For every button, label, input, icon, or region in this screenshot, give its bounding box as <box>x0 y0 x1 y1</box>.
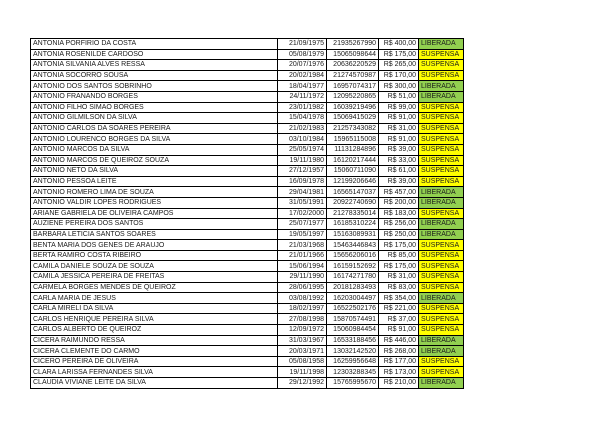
number-cell[interactable]: 20636220529 <box>327 60 379 71</box>
name-cell[interactable]: CLAUDIA VIVIANE LEITE DA SILVA <box>31 378 278 389</box>
table-row <box>31 240 464 251</box>
birthdate-cell[interactable]: 25/07/1977 <box>278 219 327 230</box>
status-cell[interactable]: SUSPENSA <box>419 367 464 378</box>
name-cell[interactable]: CLARA LARISSA FERNANDES SILVA <box>31 367 278 378</box>
number-cell[interactable]: 20181283493 <box>327 282 379 293</box>
status-cell[interactable]: LIBERADA <box>419 219 464 230</box>
table-row <box>31 346 464 357</box>
number-cell[interactable]: 16522502176 <box>327 303 379 314</box>
status-cell[interactable]: SUSPENSA <box>419 70 464 81</box>
birthdate-cell[interactable]: 25/05/1974 <box>278 144 327 155</box>
birthdate-cell[interactable]: 27/08/1998 <box>278 314 327 325</box>
name-cell[interactable]: CAMILA DANIELE SOUZA DE SOUZA <box>31 261 278 272</box>
table-row <box>31 293 464 304</box>
table-row <box>31 81 464 92</box>
status-cell[interactable]: SUSPENSA <box>419 261 464 272</box>
name-cell[interactable]: ANTONIO MARCOS DE QUEIROZ SOUZA <box>31 155 278 166</box>
status-cell[interactable]: SUSPENSA <box>419 303 464 314</box>
table-row <box>31 113 464 124</box>
status-cell[interactable]: SUSPENSA <box>419 282 464 293</box>
name-cell[interactable]: BERTA RAMIRO COSTA RIBEIRO <box>31 250 278 261</box>
table-row <box>31 219 464 230</box>
table-row <box>31 91 464 102</box>
status-cell[interactable]: LIBERADA <box>419 378 464 389</box>
status-cell[interactable]: SUSPENSA <box>419 208 464 219</box>
number-cell[interactable]: 21257343082 <box>327 123 379 134</box>
birthdate-cell[interactable]: 05/08/1979 <box>278 49 327 60</box>
name-cell[interactable]: ANTONIO FILHO SIMAO BORGES <box>31 102 278 113</box>
table-body <box>31 39 464 389</box>
birthdate-cell[interactable]: 05/08/1958 <box>278 356 327 367</box>
status-cell[interactable]: SUSPENSA <box>419 144 464 155</box>
birthdate-cell[interactable]: 20/02/1984 <box>278 70 327 81</box>
table-row <box>31 335 464 346</box>
status-cell[interactable]: SUSPENSA <box>419 113 464 124</box>
number-cell[interactable]: 16039219496 <box>327 102 379 113</box>
number-cell[interactable]: 15060984454 <box>327 325 379 336</box>
value-cell[interactable]: R$ 91,00 <box>379 325 419 336</box>
status-cell[interactable]: LIBERADA <box>419 293 464 304</box>
table-row <box>31 356 464 367</box>
value-cell[interactable]: R$ 221,00 <box>379 303 419 314</box>
birthdate-cell[interactable]: 21/01/1966 <box>278 250 327 261</box>
name-cell[interactable]: ANTONIO DOS SANTOS SOBRINHO <box>31 81 278 92</box>
number-cell[interactable]: 15463446843 <box>327 240 379 251</box>
status-cell[interactable]: SUSPENSA <box>419 314 464 325</box>
name-cell[interactable]: ANTONIO MARCOS DA SILVA <box>31 144 278 155</box>
table-row <box>31 208 464 219</box>
number-cell[interactable]: 15870574491 <box>327 314 379 325</box>
birthdate-cell[interactable]: 03/10/1984 <box>278 134 327 145</box>
table-row <box>31 123 464 134</box>
name-cell[interactable]: CARLA MIRELI DA SILVA <box>31 303 278 314</box>
number-cell[interactable]: 13032142520 <box>327 346 379 357</box>
value-cell[interactable]: R$ 400,00 <box>379 39 419 50</box>
value-cell[interactable]: R$ 61,00 <box>379 166 419 177</box>
value-cell[interactable]: R$ 37,00 <box>379 314 419 325</box>
number-cell[interactable]: 15060711090 <box>327 166 379 177</box>
name-cell[interactable]: CAMILA JESSICA PEREIRA DE FREITAS <box>31 272 278 283</box>
name-cell[interactable]: BARBARA LETICIA SANTOS SOARES <box>31 229 278 240</box>
status-cell[interactable]: LIBERADA <box>419 91 464 102</box>
birthdate-cell[interactable]: 19/11/1998 <box>278 367 327 378</box>
name-cell[interactable]: ANTONIO CARLOS DA SOARES PEREIRA <box>31 123 278 134</box>
birthdate-cell[interactable]: 03/08/1992 <box>278 293 327 304</box>
table-row <box>31 102 464 113</box>
birthdate-cell[interactable]: 29/04/1981 <box>278 187 327 198</box>
status-cell[interactable]: LIBERADA <box>419 346 464 357</box>
number-cell[interactable]: 21935267990 <box>327 39 379 50</box>
table-row <box>31 378 464 389</box>
status-cell[interactable]: SUSPENSA <box>419 49 464 60</box>
name-cell[interactable]: ANTONIO NETO DA SILVA <box>31 166 278 177</box>
number-cell[interactable]: 16174271780 <box>327 272 379 283</box>
value-cell[interactable]: R$ 51,00 <box>379 91 419 102</box>
table-row <box>31 261 464 272</box>
birthdate-cell[interactable]: 31/03/1967 <box>278 335 327 346</box>
table-row <box>31 144 464 155</box>
value-cell[interactable]: R$ 175,00 <box>379 49 419 60</box>
number-cell[interactable]: 16185310224 <box>327 219 379 230</box>
value-cell[interactable]: R$ 99,00 <box>379 102 419 113</box>
birthdate-cell[interactable]: 18/02/1997 <box>278 303 327 314</box>
table-row <box>31 229 464 240</box>
birthdate-cell[interactable]: 15/04/1978 <box>278 113 327 124</box>
table-row <box>31 176 464 187</box>
name-cell[interactable]: CARLOS ALBERTO DE QUEIROZ <box>31 325 278 336</box>
value-cell[interactable]: R$ 300,00 <box>379 81 419 92</box>
status-cell[interactable]: SUSPENSA <box>419 176 464 187</box>
birthdate-cell[interactable]: 29/12/1992 <box>278 378 327 389</box>
birthdate-cell[interactable]: 31/05/1991 <box>278 197 327 208</box>
name-cell[interactable]: CICERO PEREIRA DE OLIVEIRA <box>31 356 278 367</box>
name-cell[interactable]: BENTA MARIA DOS GENES DE ARAUJO <box>31 240 278 251</box>
birthdate-cell[interactable]: 12/09/1972 <box>278 325 327 336</box>
table-row <box>31 155 464 166</box>
table-row <box>31 70 464 81</box>
value-cell[interactable]: R$ 457,00 <box>379 187 419 198</box>
name-cell[interactable]: ANTONIO LOURENCO BORGES DA SILVA <box>31 134 278 145</box>
value-cell[interactable]: R$ 265,00 <box>379 60 419 71</box>
name-cell[interactable]: ARIANE GABRIELA DE OLIVEIRA CAMPOS <box>31 208 278 219</box>
name-cell[interactable]: ANTONIO VALDIR LOPES RODRIGUES <box>31 197 278 208</box>
value-cell[interactable]: R$ 200,00 <box>379 197 419 208</box>
status-cell[interactable]: SUSPENSA <box>419 134 464 145</box>
birthdate-cell[interactable]: 17/02/2000 <box>278 208 327 219</box>
value-cell[interactable]: R$ 183,00 <box>379 208 419 219</box>
status-cell[interactable]: LIBERADA <box>419 187 464 198</box>
status-cell[interactable]: SUSPENSA <box>419 155 464 166</box>
number-cell[interactable]: 12095220865 <box>327 91 379 102</box>
name-cell[interactable]: ANTONIO PESSOA LEITE <box>31 176 278 187</box>
table-row <box>31 134 464 145</box>
status-cell[interactable]: LIBERADA <box>419 81 464 92</box>
value-cell[interactable]: R$ 39,00 <box>379 144 419 155</box>
birthdate-cell[interactable]: 18/04/1977 <box>278 81 327 92</box>
status-cell[interactable]: SUSPENSA <box>419 102 464 113</box>
name-cell[interactable]: ANTONIO ROMERO LIMA DE SOUZA <box>31 187 278 198</box>
birthdate-cell[interactable]: 19/05/1997 <box>278 229 327 240</box>
status-cell[interactable]: SUSPENSA <box>419 240 464 251</box>
birthdate-cell[interactable]: 20/07/1976 <box>278 60 327 71</box>
number-cell[interactable]: 16203004497 <box>327 293 379 304</box>
name-cell[interactable]: CICERA CLEMENTE DO CARMO <box>31 346 278 357</box>
status-cell[interactable]: SUSPENSA <box>419 123 464 134</box>
value-cell[interactable]: R$ 175,00 <box>379 261 419 272</box>
number-cell[interactable]: 15065098644 <box>327 49 379 60</box>
name-cell[interactable]: ANTONIO FRANANDO BORGES <box>31 91 278 102</box>
birthdate-cell[interactable]: 21/09/1975 <box>278 39 327 50</box>
value-cell[interactable]: R$ 175,00 <box>379 240 419 251</box>
spreadsheet-table <box>30 38 464 389</box>
number-cell[interactable]: 15163089931 <box>327 229 379 240</box>
birthdate-cell[interactable]: 27/12/1957 <box>278 166 327 177</box>
table-row <box>31 187 464 198</box>
table-row <box>31 197 464 208</box>
table-row <box>31 325 464 336</box>
number-cell[interactable]: 16259956648 <box>327 356 379 367</box>
status-cell[interactable]: LIBERADA <box>419 197 464 208</box>
table-row <box>31 272 464 283</box>
birthdate-cell[interactable]: 19/11/1980 <box>278 155 327 166</box>
name-cell[interactable]: ANTONIA PORFIRIO DA COSTA <box>31 39 278 50</box>
status-cell[interactable]: LIBERADA <box>419 335 464 346</box>
birthdate-cell[interactable]: 16/09/1978 <box>278 176 327 187</box>
status-cell[interactable]: SUSPENSA <box>419 60 464 71</box>
value-cell[interactable]: R$ 170,00 <box>379 70 419 81</box>
number-cell[interactable]: 16120217444 <box>327 155 379 166</box>
name-cell[interactable]: AUZIENE PEREIRA DOS SANTOS <box>31 219 278 230</box>
name-cell[interactable]: ANTONIO GILMILSON DA SILVA <box>31 113 278 124</box>
table-row <box>31 367 464 378</box>
number-cell[interactable]: 16957074317 <box>327 81 379 92</box>
number-cell[interactable]: 15965115008 <box>327 134 379 145</box>
name-cell[interactable]: CARMELA BORGES MENDES DE QUEIROZ <box>31 282 278 293</box>
value-cell[interactable]: R$ 173,00 <box>379 367 419 378</box>
name-cell[interactable]: CICERA RAIMUNDO RESSA <box>31 335 278 346</box>
name-cell[interactable]: ANTONIA ROSENILDE CARDOSO <box>31 49 278 60</box>
status-cell[interactable]: SUSPENSA <box>419 166 464 177</box>
number-cell[interactable]: 20922740690 <box>327 197 379 208</box>
birthdate-cell[interactable]: 15/06/1994 <box>278 261 327 272</box>
birthdate-cell[interactable]: 23/01/1982 <box>278 102 327 113</box>
number-cell[interactable]: 12303288345 <box>327 367 379 378</box>
number-cell[interactable]: 15765995670 <box>327 378 379 389</box>
number-cell[interactable]: 12199206646 <box>327 176 379 187</box>
status-cell[interactable]: SUSPENSA <box>419 250 464 261</box>
name-cell[interactable]: CARLA MARIA DE JESUS <box>31 293 278 304</box>
value-cell[interactable]: R$ 256,00 <box>379 219 419 230</box>
value-cell[interactable]: R$ 31,00 <box>379 123 419 134</box>
number-cell[interactable]: 15656206016 <box>327 250 379 261</box>
value-cell[interactable]: R$ 83,00 <box>379 282 419 293</box>
name-cell[interactable]: ANTONIA SOCORRO SOUSA <box>31 70 278 81</box>
status-cell[interactable]: SUSPENSA <box>419 356 464 367</box>
number-cell[interactable]: 15069415029 <box>327 113 379 124</box>
table-row <box>31 250 464 261</box>
value-cell[interactable]: R$ 446,00 <box>379 335 419 346</box>
birthdate-cell[interactable]: 21/03/1968 <box>278 240 327 251</box>
birthdate-cell[interactable]: 21/02/1983 <box>278 123 327 134</box>
birthdate-cell[interactable]: 24/11/1972 <box>278 91 327 102</box>
status-cell[interactable]: SUSPENSA <box>419 272 464 283</box>
table-row <box>31 49 464 60</box>
number-cell[interactable]: 16533188456 <box>327 335 379 346</box>
value-cell[interactable]: R$ 354,00 <box>379 293 419 304</box>
value-cell[interactable]: R$ 177,00 <box>379 356 419 367</box>
value-cell[interactable]: R$ 210,00 <box>379 378 419 389</box>
value-cell[interactable]: R$ 268,00 <box>379 346 419 357</box>
number-cell[interactable]: 16159152692 <box>327 261 379 272</box>
birthdate-cell[interactable]: 28/06/1995 <box>278 282 327 293</box>
table-row <box>31 39 464 50</box>
value-cell[interactable]: R$ 85,00 <box>379 250 419 261</box>
table-row <box>31 166 464 177</box>
number-cell[interactable]: 16565147037 <box>327 187 379 198</box>
table-row <box>31 60 464 71</box>
value-cell[interactable]: R$ 33,00 <box>379 155 419 166</box>
table-row <box>31 303 464 314</box>
value-cell[interactable]: R$ 39,00 <box>379 176 419 187</box>
number-cell[interactable]: 21278335014 <box>327 208 379 219</box>
status-cell[interactable]: LIBERADA <box>419 229 464 240</box>
value-cell[interactable]: R$ 31,00 <box>379 272 419 283</box>
birthdate-cell[interactable]: 20/03/1971 <box>278 346 327 357</box>
name-cell[interactable]: ANTONIA SILVANIA ALVES RESSA <box>31 60 278 71</box>
status-cell[interactable]: SUSPENSA <box>419 325 464 336</box>
birthdate-cell[interactable]: 29/11/1990 <box>278 272 327 283</box>
table-row <box>31 282 464 293</box>
value-cell[interactable]: R$ 250,00 <box>379 229 419 240</box>
value-cell[interactable]: R$ 91,00 <box>379 134 419 145</box>
number-cell[interactable]: 21274570987 <box>327 70 379 81</box>
name-cell[interactable]: CARLOS HENRIQUE PEREIRA SILVA <box>31 314 278 325</box>
status-cell[interactable]: LIBERADA <box>419 39 464 50</box>
value-cell[interactable]: R$ 91,00 <box>379 113 419 124</box>
number-cell[interactable]: 11131284896 <box>327 144 379 155</box>
table-row <box>31 314 464 325</box>
